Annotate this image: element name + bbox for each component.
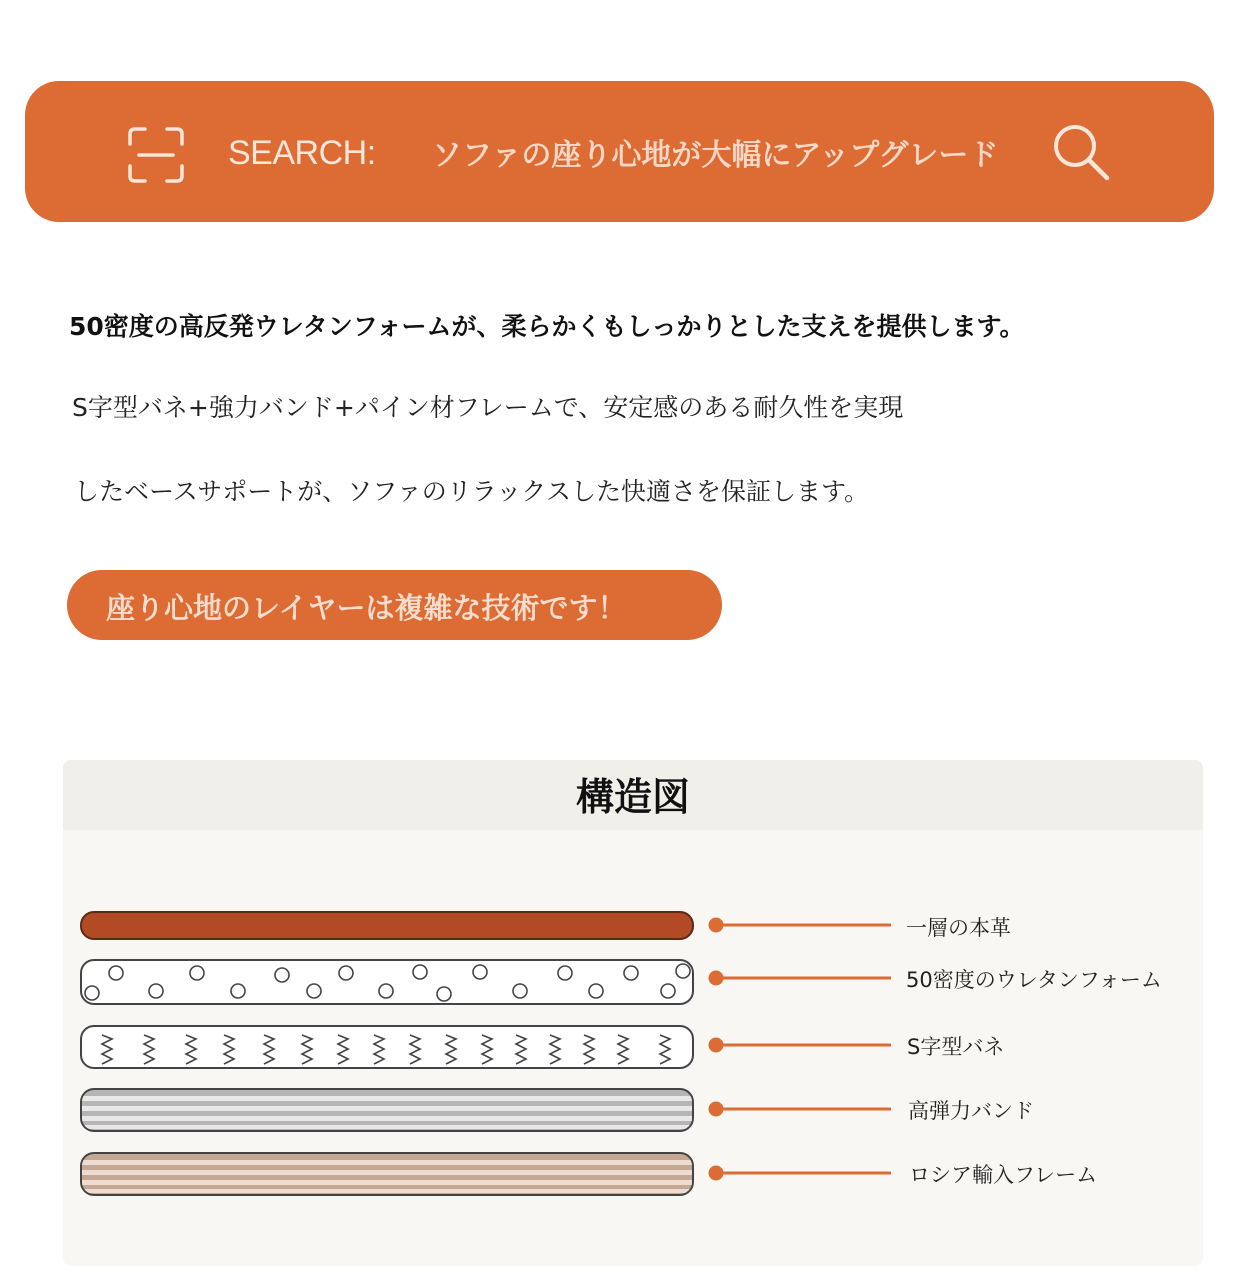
leader-line: [708, 915, 892, 935]
spring-coil-icon: [584, 1035, 594, 1064]
spring-coil-icon: [482, 1035, 492, 1064]
leader-line: [708, 1163, 892, 1183]
band-layer-icon: [80, 1088, 694, 1132]
spring-coil-icon: [338, 1035, 348, 1064]
search-query[interactable]: ソファの座り心地が大幅にアップグレード: [432, 138, 999, 173]
spring-coil-icon: [224, 1035, 234, 1064]
spring-coil-icon: [660, 1035, 670, 1064]
magnifier-icon[interactable]: [1050, 121, 1112, 183]
spring-coil-icon: [102, 1035, 112, 1064]
spring-coil-icon: [302, 1035, 312, 1064]
spring-coil-icon: [264, 1035, 274, 1064]
spring-coil-icon: [516, 1035, 526, 1064]
spring-layer-icon: [80, 1025, 694, 1069]
layer-label-spring: S字型バネ: [907, 1035, 1005, 1059]
spring-coil-icon: [374, 1035, 384, 1064]
scan-icon[interactable]: [127, 126, 185, 184]
spring-coil-icon: [186, 1035, 196, 1064]
foam-layer-icon: [80, 959, 694, 1005]
frame-layer-icon: [80, 1152, 694, 1196]
description-headline: 50密度の高反発ウレタンフォームが、柔らかくもしっかりとした支えを提供します。: [69, 312, 1025, 341]
spring-coil-icon: [446, 1035, 456, 1064]
layer-label-frame: ロシア輸入フレーム: [909, 1163, 1098, 1187]
layer-label-leather: 一層の本革: [906, 916, 1011, 940]
spring-coil-icon: [144, 1035, 154, 1064]
leader-line: [708, 1035, 892, 1055]
leather-layer-icon: [80, 911, 694, 940]
leader-line: [708, 968, 892, 988]
structure-title: 構造図: [575, 775, 690, 819]
search-label: SEARCH:: [228, 134, 376, 172]
layer-label-foam: 50密度のウレタンフォーム: [906, 968, 1162, 992]
leader-line: [708, 1099, 892, 1119]
description-line: S字型バネ+強力バンド+パイン材フレームで、安定感のある耐久性を実現: [72, 393, 904, 422]
spring-coil-icon: [410, 1035, 420, 1064]
spring-coil-icon: [550, 1035, 560, 1064]
spring-coil-icon: [618, 1035, 628, 1064]
feature-banner-text: 座り心地のレイヤーは複雑な技術です！: [106, 591, 627, 625]
layer-label-band: 高弾力バンド: [908, 1099, 1034, 1123]
description-line: したベースサポートが、ソファのリラックスした快適さを保証します。: [74, 477, 870, 506]
